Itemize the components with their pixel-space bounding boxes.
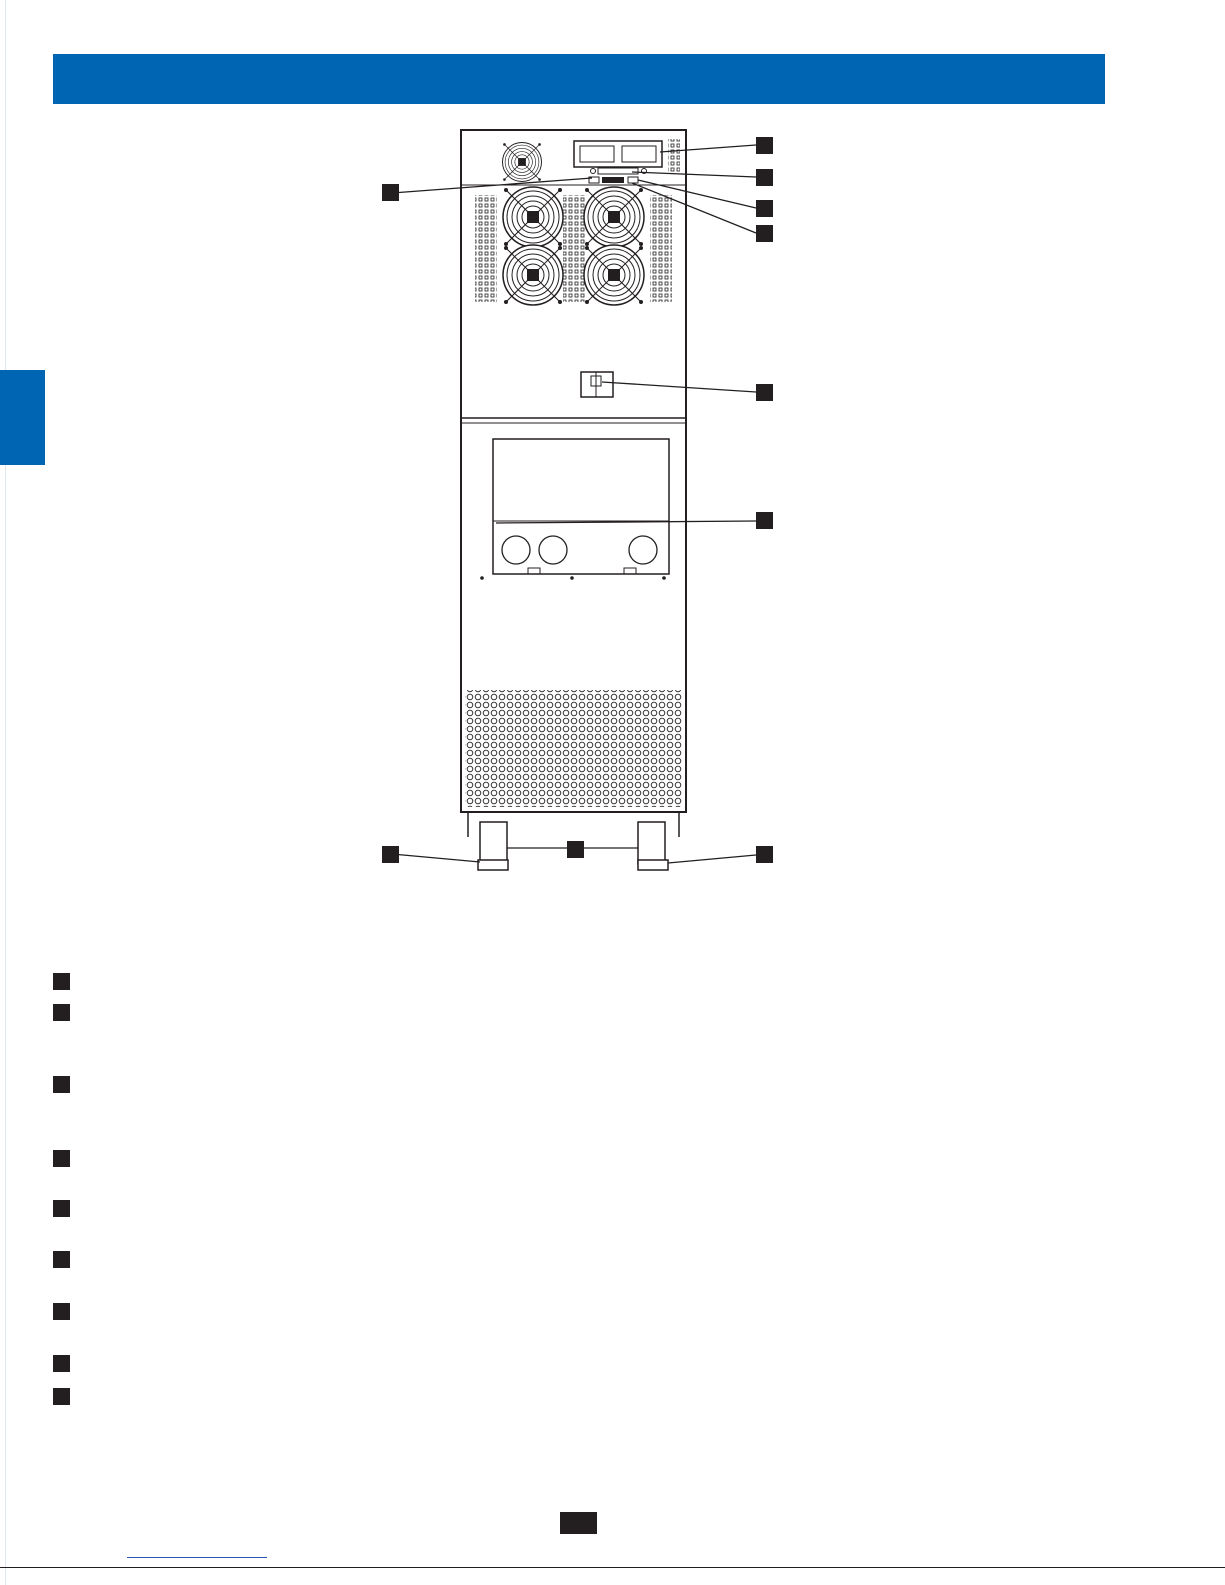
legend-marker [53,1388,70,1405]
terminal-cover [480,439,669,580]
legend-marker [53,1076,70,1093]
perforated-panel [465,690,682,807]
legend-marker [53,1004,70,1021]
ups-rear-panel-drawing [370,125,790,885]
footer-rule [0,1567,1225,1568]
callout-marker [756,225,773,242]
legend-marker [53,1355,70,1372]
page-number-badge [560,1512,597,1534]
callout-marker [756,200,773,217]
breaker-switch [581,372,613,397]
callout-marker [756,169,773,186]
page-left-edge [5,0,6,1585]
section-header-bar [53,54,1105,104]
chapter-side-tab [0,370,45,465]
callout-marker [756,137,773,154]
callout-marker [382,846,399,863]
legend-marker [53,1200,70,1217]
callout-marker [756,846,773,863]
callout-marker [567,841,584,858]
callout-marker [756,384,773,401]
legend-marker [53,973,70,990]
callout-marker [382,184,399,201]
legend-marker [53,1303,70,1320]
ups-rear-panel-figure [370,125,790,885]
small-fan-icon [503,143,542,182]
footer-link[interactable] [127,1557,267,1558]
legend-marker [53,1150,70,1167]
callout-marker [756,512,773,529]
legend-marker [53,1251,70,1268]
